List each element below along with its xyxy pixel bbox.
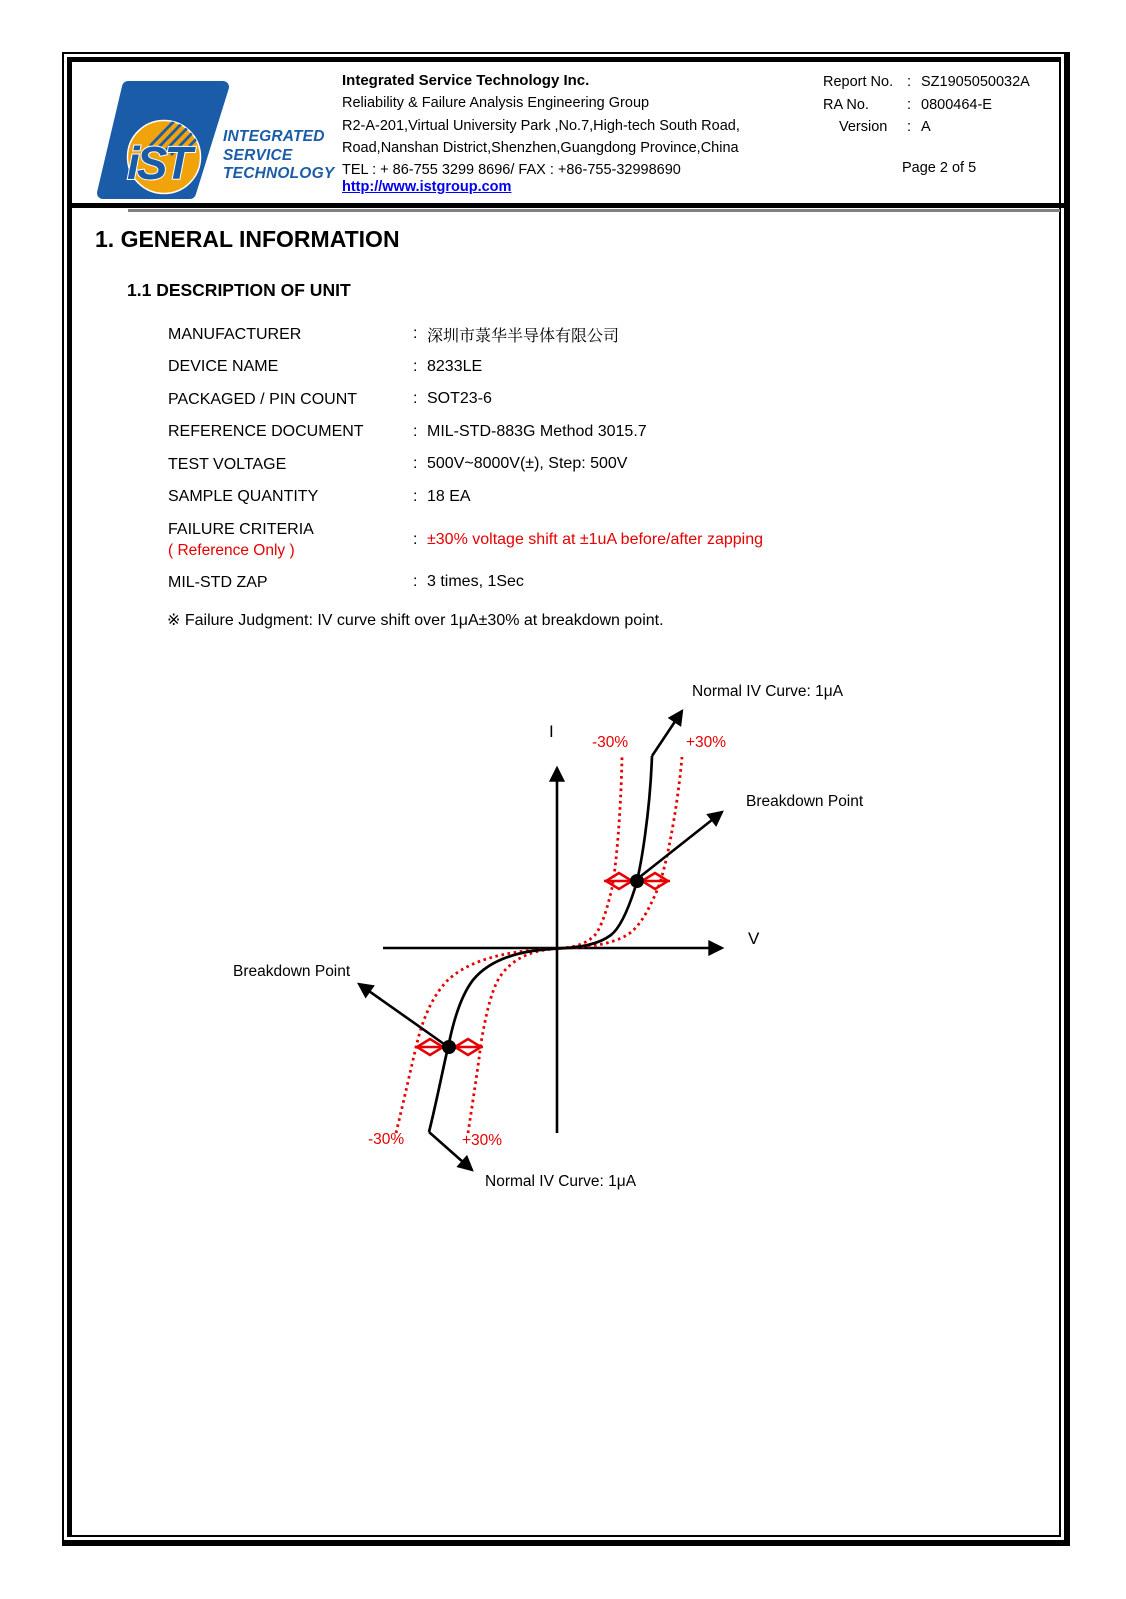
report-meta-label: RA No. <box>823 96 869 113</box>
info-label-text: FAILURE CRITERIA <box>168 520 314 538</box>
info-table-row <box>168 351 898 384</box>
label-minus30-top: -30% <box>592 734 629 751</box>
info-separator: : <box>413 325 418 343</box>
section-title: 1. GENERAL INFORMATION <box>95 226 400 252</box>
ist-logo <box>95 75 230 205</box>
breakdown-point-dot-top <box>630 874 644 888</box>
report-meta-value: A <box>921 119 931 135</box>
label-plus30-top: +30% <box>686 734 727 751</box>
label-breakdown-top: Breakdown Point <box>746 793 864 810</box>
info-table-row <box>168 416 898 449</box>
report-meta-value: SZ1905050032A <box>921 74 1030 90</box>
company-name: Integrated Service Technology Inc. <box>342 72 590 89</box>
description-of-unit-table <box>168 318 898 599</box>
header-divider-rule <box>70 203 1067 208</box>
info-label-text: PACKAGED / PIN COUNT <box>168 390 358 408</box>
info-value: SOT23-6 <box>427 390 492 408</box>
report-meta-label: Report No. <box>823 74 894 90</box>
tolerance-curve-plus30 <box>396 757 682 1133</box>
report-meta-row <box>823 94 1030 117</box>
normal-iv-curve <box>429 756 652 1132</box>
company-group: Reliability & Failure Analysis Engineering Group <box>342 95 650 111</box>
company-block <box>342 70 812 195</box>
info-value: 8233LE <box>427 357 483 375</box>
page-indicator: Page 2 of 5 <box>902 160 977 176</box>
label-minus30-bottom: -30% <box>368 1131 405 1148</box>
report-meta-rows <box>823 71 1030 139</box>
info-table-row <box>168 448 898 481</box>
report-meta-separator: : <box>907 119 912 135</box>
info-label <box>168 572 413 593</box>
logo-tagline-line2: SERVICE <box>223 146 293 164</box>
failure-judgment-note: ※ Failure Judgment: IV curve shift over 1μA±30% at breakdown point. <box>167 612 664 629</box>
company-address-line2: Road,Nanshan District,Shenzhen,Guangdong Province,China <box>342 140 739 156</box>
header-divider-shadow <box>128 209 1060 212</box>
info-separator: : <box>413 455 418 473</box>
report-meta-separator: : <box>907 74 912 90</box>
info-label-text: MIL-STD ZAP <box>168 573 268 591</box>
axis-label-i: I <box>549 722 554 741</box>
info-label-note: ( Reference Only ) <box>168 541 295 559</box>
normal-curve-leader-top <box>652 711 682 756</box>
info-label-text: SAMPLE QUANTITY <box>168 488 319 506</box>
breakdown-arrow-top <box>641 812 722 876</box>
subsection-title: 1.1 DESCRIPTION OF UNIT <box>127 280 351 300</box>
info-separator: : <box>413 422 418 440</box>
report-meta-row <box>823 116 1030 139</box>
info-separator: : <box>413 357 418 375</box>
axis-label-v: V <box>748 929 760 948</box>
company-address-line1: R2-A-201,Virtual University Park ,No.7,High-tech South Road, <box>342 118 740 134</box>
report-meta-value: 0800464-E <box>921 96 992 113</box>
info-label <box>168 454 413 475</box>
logo-tagline <box>223 128 334 184</box>
label-normal-iv-bottom: Normal IV Curve: 1μA <box>485 1173 637 1190</box>
breakdown-arrow-bottom <box>359 984 444 1044</box>
info-separator: : <box>413 487 418 505</box>
info-table-row <box>168 318 898 351</box>
info-value: 500V~8000V(±), Step: 500V <box>427 455 628 473</box>
report-meta-row <box>823 71 1030 94</box>
info-label-text: MANUFACTURER <box>168 325 302 343</box>
info-separator: : <box>413 573 418 591</box>
info-separator: : <box>413 530 418 548</box>
breakdown-point-dot-bottom <box>442 1040 456 1054</box>
info-label <box>168 486 413 507</box>
tolerance-curve-minus30 <box>468 757 622 1133</box>
info-label <box>168 519 413 561</box>
info-table-row <box>168 481 898 514</box>
label-plus30-bottom: +30% <box>462 1132 503 1149</box>
info-label <box>168 324 413 345</box>
logo-tagline-line1: INTEGRATED <box>223 128 325 145</box>
label-normal-iv-top: Normal IV Curve: 1μA <box>692 683 844 700</box>
logo-monogram: iST <box>127 137 190 189</box>
report-meta-separator: : <box>907 96 912 113</box>
info-value: MIL-STD-883G Method 3015.7 <box>427 422 647 440</box>
company-tel-fax: TEL : + 86-755 3299 8696/ FAX : +86-755-32998690 <box>342 162 681 178</box>
info-label-text: DEVICE NAME <box>168 358 279 376</box>
info-value: 18 EA <box>427 487 471 505</box>
label-breakdown-bottom: Breakdown Point <box>233 963 351 980</box>
info-label-text: TEST VOLTAGE <box>168 455 287 473</box>
info-value: 3 times, 1Sec <box>427 573 524 591</box>
info-value: ±30% voltage shift at ±1uA before/after zapping <box>427 530 763 548</box>
info-label <box>168 389 413 410</box>
info-table-row <box>168 513 898 566</box>
info-separator: : <box>413 390 418 408</box>
info-label <box>168 356 413 377</box>
info-table-row <box>168 566 898 599</box>
info-label-text: REFERENCE DOCUMENT <box>168 423 364 441</box>
info-label <box>168 421 413 442</box>
company-website-link[interactable]: http://www.istgroup.com <box>342 179 512 195</box>
logo-tagline-line3: TECHNOLOGY <box>223 165 335 182</box>
info-table-row <box>168 383 898 416</box>
report-meta-label: Version <box>839 119 888 135</box>
info-value: 深圳市菉华半导体有限公司 <box>427 327 620 345</box>
iv-curve-diagram <box>140 650 900 1195</box>
